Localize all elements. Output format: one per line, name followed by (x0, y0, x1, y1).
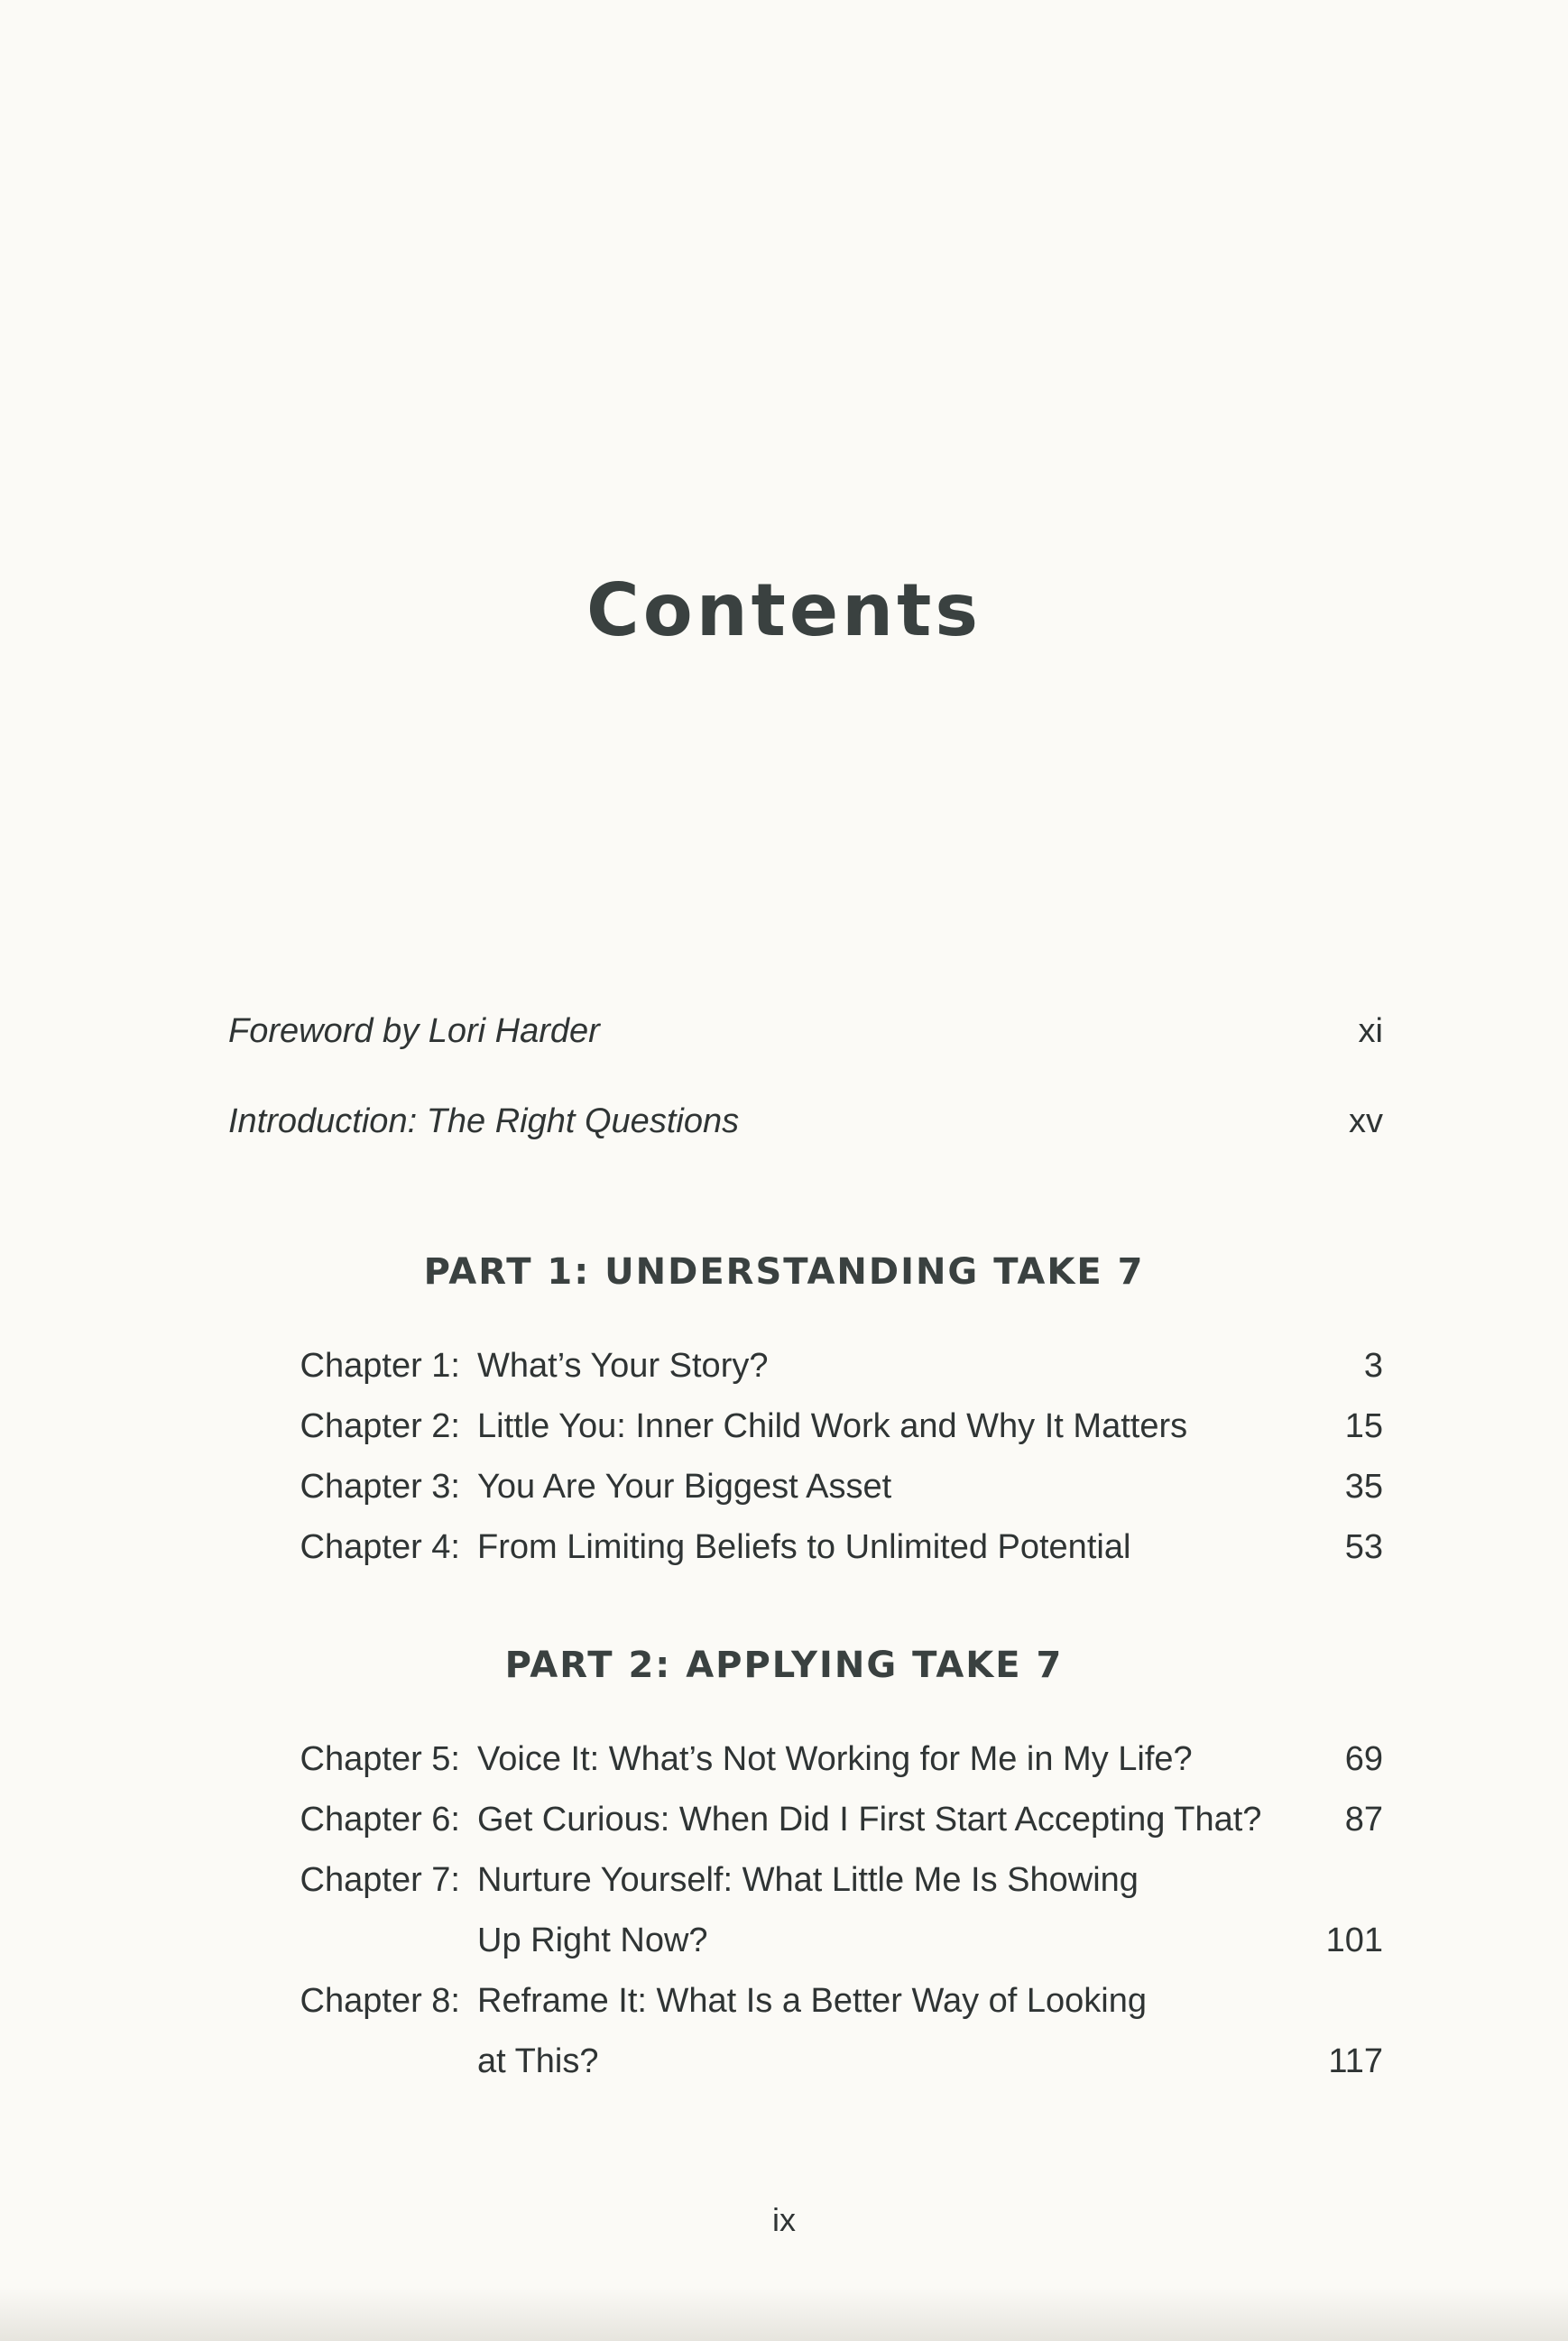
toc-entry-foreword (228, 1012, 1383, 1051)
page-title: Contents (586, 568, 982, 652)
entry-page-number: xv (1349, 1102, 1383, 1140)
chapter-title: What’s Your Story? (477, 1347, 769, 1385)
chapter-title: Nurture Yourself: What Little Me Is Showing (477, 1861, 1139, 1899)
toc-entry-chapter-7 (0, 1857, 1383, 1903)
chapter-page-number: 101 (1325, 1922, 1383, 1959)
chapter-page-number: 35 (1344, 1468, 1383, 1506)
chapter-title: Reframe It: What Is a Better Way of Looking (477, 1982, 1148, 2020)
chapter-title-continued: Up Right Now? (477, 1922, 708, 1959)
chapter-page-number: 117 (1328, 2042, 1383, 2080)
chapter-title-continued: at This? (477, 2042, 599, 2080)
toc-entry-chapter-4 (0, 1524, 1383, 1571)
entry-title: Foreword by Lori Harder (228, 1012, 600, 1050)
toc-entry-chapter-6 (0, 1796, 1383, 1843)
chapter-label: Chapter 6: (300, 1801, 460, 1839)
chapter-page-number: 69 (1344, 1740, 1383, 1778)
chapter-title: Little You: Inner Child Work and Why It Matters (477, 1407, 1188, 1445)
chapter-page-number: 87 (1344, 1801, 1383, 1839)
chapter-title: You Are Your Biggest Asset (477, 1468, 892, 1506)
chapter-label: Chapter 4: (300, 1528, 460, 1566)
part-heading-1: PART 1: UNDERSTANDING TAKE 7 (423, 1251, 1145, 1293)
part-heading-2: PART 2: APPLYING TAKE 7 (504, 1645, 1064, 1686)
chapter-label: Chapter 5: (300, 1740, 460, 1778)
chapter-title: From Limiting Beliefs to Unlimited Potential (477, 1528, 1131, 1566)
toc-entry-chapter-7-continued (0, 1917, 1383, 1964)
chapter-label: Chapter 8: (300, 1982, 460, 2020)
toc-entry-chapter-5 (0, 1736, 1383, 1783)
chapter-title: Get Curious: When Did I First Start Accepting That? (477, 1801, 1262, 1839)
entry-page-number: xi (1358, 1012, 1383, 1050)
toc-entry-chapter-2 (0, 1403, 1383, 1450)
chapter-title: Voice It: What’s Not Working for Me in My Life? (477, 1740, 1193, 1778)
toc-entry-chapter-8-continued (0, 2038, 1383, 2085)
chapter-page-number: 3 (1363, 1347, 1383, 1385)
chapter-label: Chapter 2: (300, 1407, 460, 1445)
chapter-label: Chapter 1: (300, 1347, 460, 1385)
toc-entry-chapter-1 (0, 1342, 1383, 1389)
chapter-label: Chapter 7: (300, 1861, 460, 1899)
chapter-page-number: 15 (1344, 1407, 1383, 1445)
toc-entry-introduction (228, 1102, 1383, 1141)
page-bottom-shade (0, 2287, 1568, 2341)
chapter-label: Chapter 3: (300, 1468, 460, 1506)
page-folio: ix (772, 2201, 796, 2238)
entry-title: Introduction: The Right Questions (228, 1102, 740, 1140)
toc-entry-chapter-8 (0, 1977, 1383, 2024)
chapter-page-number: 53 (1344, 1528, 1383, 1566)
toc-entry-chapter-3 (0, 1463, 1383, 1510)
